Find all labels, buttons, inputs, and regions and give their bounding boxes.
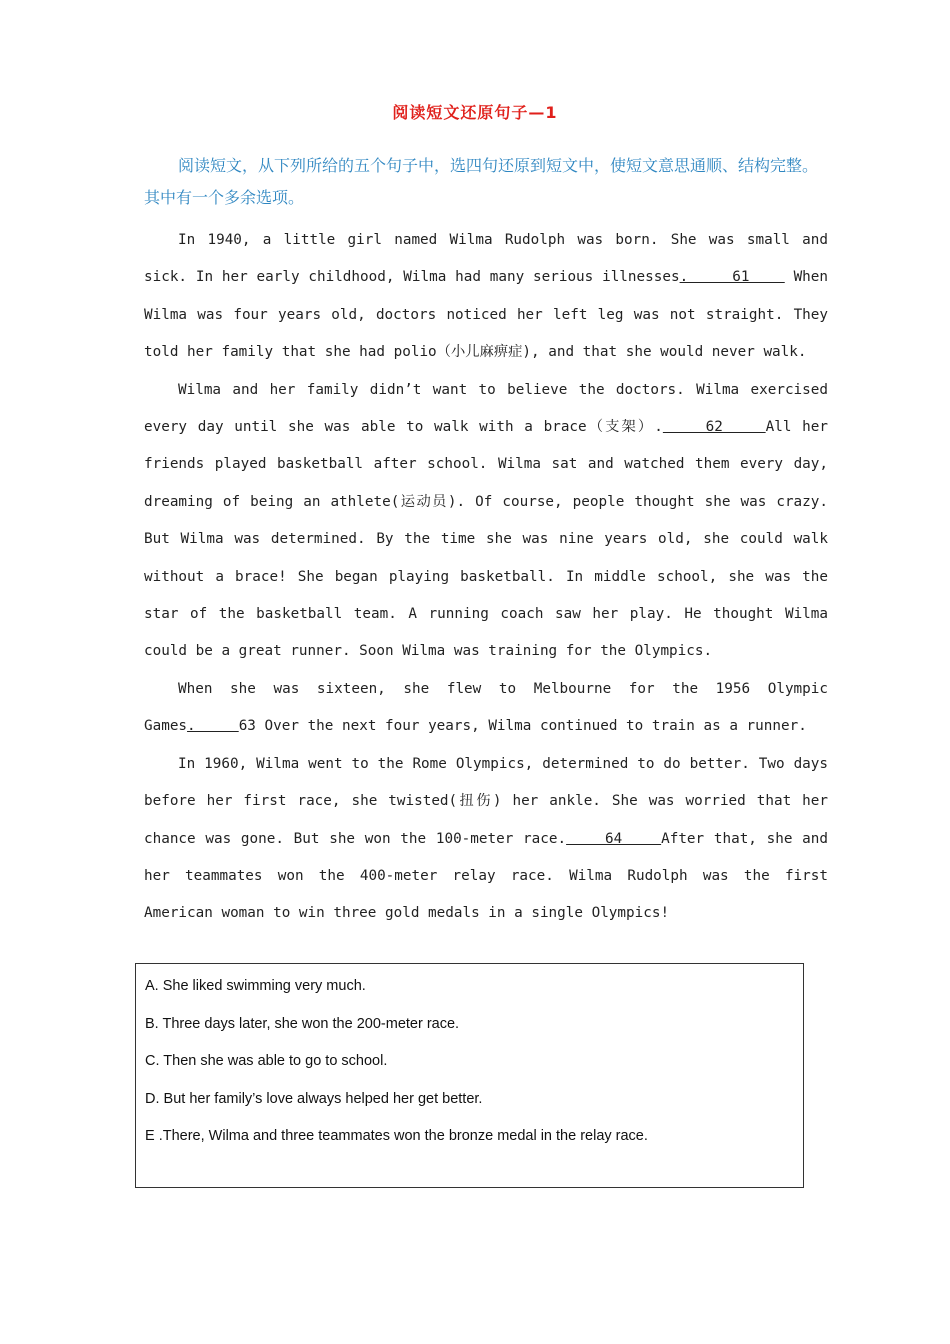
- instructions: 阅读短文，从下列所给的五个句子中，选四句还原到短文中，使短文意思通顺、结构完整。其中有一个多余选项。: [144, 156, 819, 207]
- paragraph-2-text-b: All her friends played basketball after school. Wilma sat and watched them every day, dreaming of being an athlete(运动员). Of course, people thought she was crazy. But Wilma was determined. By the time she was nine years old, she could walk without a brace! She began playing basketball. In middle school, she was the star of the basketball team. A running coach saw her play. He thought Wilma could be a great runner. Soon Wilma was training for the Olympics.: [144, 419, 828, 660]
- blank-64: 64: [566, 830, 662, 847]
- option-e: E .There, Wilma and three teammates won the bronze medal in the relay race.: [145, 1128, 648, 1144]
- paragraph-3-text-a: When she was sixteen, she flew to Melbourne for the 1956 Olympic Games: [144, 680, 828, 735]
- options-box: [135, 963, 804, 1188]
- passage: [144, 222, 828, 933]
- paragraph-2-text-a: Wilma and her family didn’t want to believe the doctors. Wilma exercised every day until she was able to walk with a brace（支架）.: [144, 381, 828, 436]
- paragraph-4-text-a: In 1960, Wilma went to the Rome Olympics, determined to do better. Two days before her first race, she twisted(扭伤) her ankle. She was worried that her chance was gone. But she won the 100-meter race.: [144, 755, 828, 847]
- document-title: 阅读短文还原句子—1: [392, 103, 558, 122]
- blank-61: . 61: [679, 269, 785, 286]
- blank-62: 62: [662, 419, 766, 436]
- paragraph-2: [144, 372, 828, 671]
- paragraph-3-text-b: 63 Over the next four years, Wilma continued to train as a runner.: [238, 718, 807, 735]
- paragraph-4-text-b: After that, she and her teammates won the 400-meter relay race. Wilma Rudolph was the first American woman to win three gold medals in a single Olympics!: [144, 830, 828, 922]
- option-a: A. She liked swimming very much.: [145, 978, 366, 994]
- paragraph-1-text-b: When Wilma was four years old, doctors noticed her left leg was not straight. They told her family that she had polio（小儿麻痹症), and that she would never walk.: [144, 269, 828, 361]
- option-c: C. Then she was able to go to school.: [145, 1053, 388, 1069]
- paragraph-1-text-a: In 1940, a little girl named Wilma Rudolph was born. She was small and sick. In her early childhood, Wilma had many serious illnesses: [144, 232, 828, 286]
- blank-63: .: [187, 718, 239, 735]
- option-b: B. Three days later, she won the 200-meter race.: [145, 1015, 460, 1032]
- paragraph-4: [144, 746, 828, 933]
- option-d: D. But her family’s love always helped her get better.: [145, 1090, 483, 1107]
- paragraph-1: [144, 222, 828, 372]
- paragraph-3: [144, 671, 828, 746]
